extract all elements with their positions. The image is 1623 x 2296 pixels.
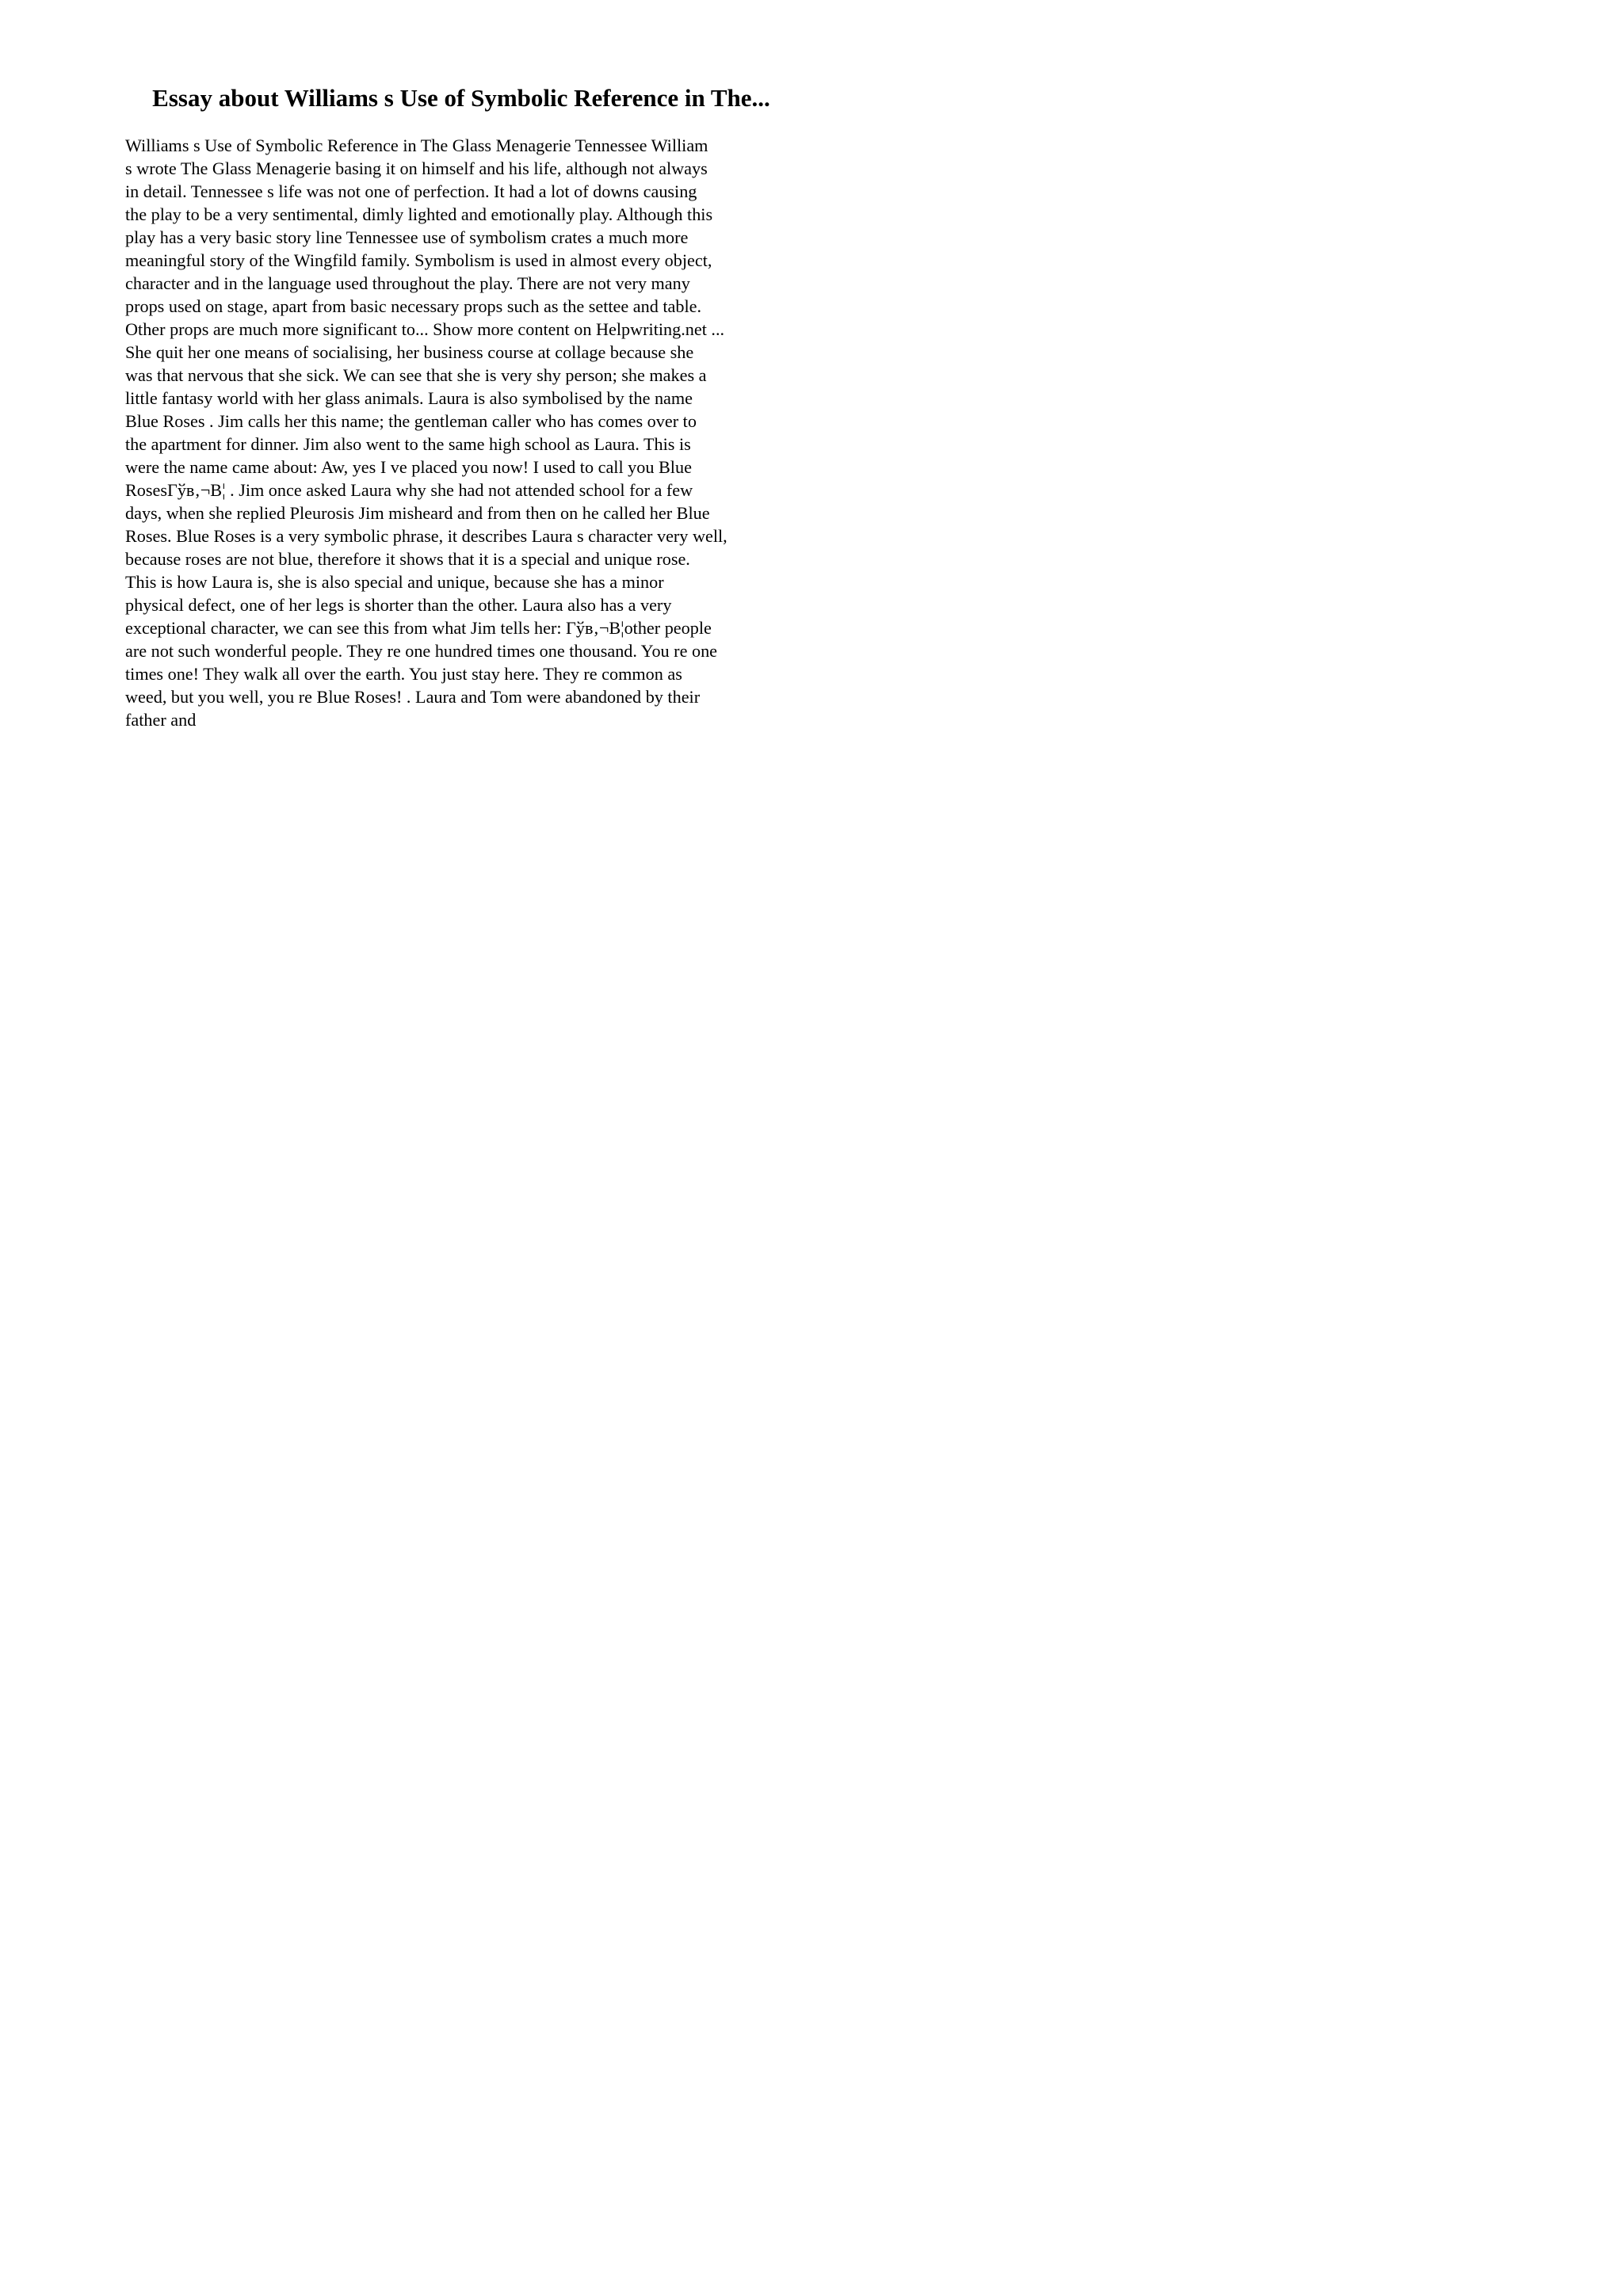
essay-line: the play to be a very sentimental, dimly lighted and emotionally play. Although this	[125, 204, 713, 224]
essay-line: play has a very basic story line Tennessee use of symbolism crates a much more	[125, 227, 689, 247]
essay-line: days, when she replied Pleurosis Jim misheard and from then on he called her Blue	[125, 503, 710, 523]
essay-line: s wrote The Glass Menagerie basing it on himself and his life, although not always	[125, 158, 708, 178]
essay-line: She quit her one means of socialising, her business course at collage because she	[125, 342, 694, 362]
essay-line: Blue Roses . Jim calls her this name; the gentleman caller who has comes over to	[125, 411, 697, 431]
essay-line: because roses are not blue, therefore it shows that it is a special and unique rose.	[125, 549, 690, 569]
document-page	[0, 0, 872, 1233]
essay-line: This is how Laura is, she is also special and unique, because she has a minor	[125, 572, 664, 592]
essay-line: weed, but you well, you re Blue Roses! . Laura and Tom were abandoned by their	[125, 687, 701, 707]
essay-line: was that nervous that she sick. We can see that she is very shy person; she makes a	[125, 365, 707, 385]
essay-line: Other props are much more significant to... Show more content on Helpwriting.net ...	[125, 319, 725, 339]
essay-line: exceptional character, we can see this from what Jim tells her: Гўв‚¬В¦other people	[125, 618, 712, 638]
essay-line: father and	[125, 710, 197, 730]
essay-line: little fantasy world with her glass animals. Laura is also symbolised by the name	[125, 388, 693, 408]
essay-line: are not such wonderful people. They re one hundred times one thousand. You re one	[125, 641, 718, 661]
essay-line: meaningful story of the Wingfild family. Symbolism is used in almost every object,	[125, 250, 712, 270]
essay-line: character and in the language used throughout the play. There are not very many	[125, 273, 690, 293]
essay-line: in detail. Tennessee s life was not one of perfection. It had a lot of downs causing	[125, 181, 697, 201]
essay-line: the apartment for dinner. Jim also went to the same high school as Laura. This is	[125, 434, 691, 454]
essay-line: were the name came about: Aw, yes I ve placed you now! I used to call you Blue	[125, 457, 692, 477]
essay-line: times one! They walk all over the earth. You just stay here. They re common as	[125, 664, 682, 684]
essay-line: props used on stage, apart from basic necessary props such as the settee and table.	[125, 296, 702, 316]
document-title: Essay about Williams s Use of Symbolic Reference in The...	[152, 84, 770, 112]
essay-line: RosesГўв‚¬В¦ . Jim once asked Laura why she had not attended school for a few	[125, 480, 693, 500]
essay-line: Williams s Use of Symbolic Reference in The Glass Menagerie Tennessee William	[125, 135, 708, 155]
essay-body	[125, 134, 823, 731]
essay-line: Roses. Blue Roses is a very symbolic phrase, it describes Laura s character very well,	[125, 526, 727, 546]
essay-line: physical defect, one of her legs is shorter than the other. Laura also has a very	[125, 595, 672, 615]
